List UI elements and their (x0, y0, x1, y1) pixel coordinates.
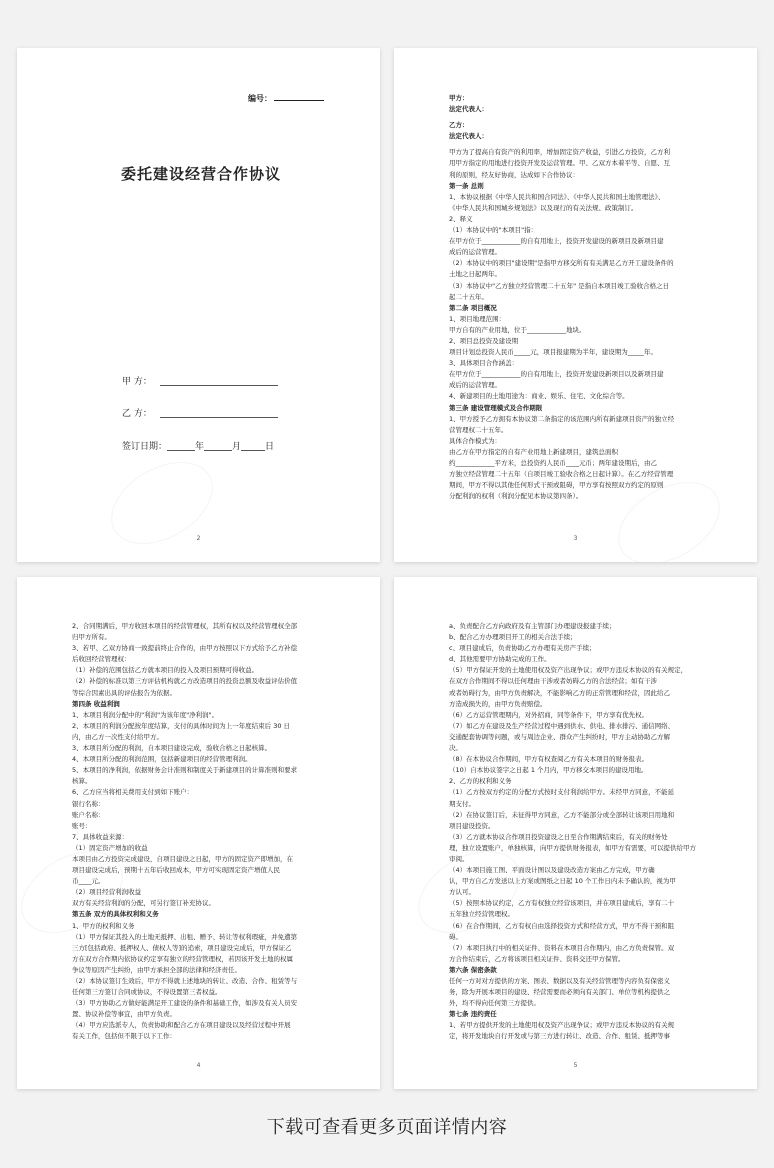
text-line: 碍。 (449, 932, 462, 941)
text-line: （5）甲方保证开发的土地使用权及资产出现争议；或甲方违反本协议的有关规定， (449, 666, 688, 675)
text-line: （2）在协议签订后，未征得甲方同意，乙方不能部分或全部转让该项目用地和 (449, 810, 675, 819)
text-line: （2）补偿的标准以第三方评估机构就乙方改造项目的投资总额及收益评估价值 (72, 677, 298, 686)
party-b-signature (122, 406, 278, 419)
text-line: 用甲方指定的用地进行投资开发及运营管理。甲、乙双方本着平等、自愿、互 (449, 159, 670, 168)
day-blank (241, 450, 265, 451)
section-heading: 第三条 建设管理模式及合作期限 (449, 403, 543, 412)
text-line: 外，均不得向任何第三方提供。 (449, 999, 540, 1008)
party-a-blank (160, 385, 278, 386)
text-line: 期间，甲方不得以其他任何形式干预或阻碍，甲方享有按照双方约定的原则 (449, 481, 664, 490)
text-line: 审阅。 (449, 854, 469, 863)
text-line: 方造成损失的，由甲方负责赔偿。 (449, 699, 547, 708)
text-line: 2、乙方的权利和义务 (449, 777, 512, 786)
section-heading: 法定代表人： (449, 132, 488, 141)
section-heading: 甲方： (449, 94, 469, 102)
text-line: 1、若甲方提供开发的土地使用权及资产出现争议；或甲方违反本协议的有关规 (449, 1021, 675, 1030)
page-cover (17, 48, 380, 562)
text-line: 成后的运营管理。 (449, 381, 501, 390)
text-line: （2）项目经营利润收益 (72, 888, 142, 897)
serial-blank (274, 100, 324, 101)
text-line: 2、释义 (449, 214, 473, 223)
text-line: （4）甲方应选派专人，负责协助和配合乙方在项目建设以及经营过程中开展 (72, 1021, 291, 1030)
text-line: 理，独立设置账户，单独核算，向甲方提供财务报表，如甲方有需要，可以提供给甲方 (449, 843, 696, 852)
text-line: （1）本协议中的"本项目"指： (449, 226, 538, 235)
page-4 (17, 577, 380, 1089)
section-heading: 第一条 总则 (449, 181, 484, 190)
section-heading: 第五条 双方的具体权利和义务 (72, 910, 159, 919)
text-line: 期支付。 (449, 799, 475, 808)
text-line: 任何第三方签订合同或协议，不得设置第三者权益。 (72, 988, 222, 997)
text-line: 在甲方位于____________的自有用地上，投资开发建设新项目以及新项目建 (449, 370, 664, 379)
text-line: 起二十五年。 (449, 292, 488, 301)
text-line: （1）固定资产增加的收益 (72, 843, 148, 852)
text-line: 在甲方位于____________的自有用地上，投资开发建设的新项目及新项目建 (449, 237, 664, 246)
text-line: 定，将开发地块自行开发或与第三方进行转让、改造、合作、租赁、抵押等事 (449, 1032, 670, 1041)
text-line: 等综合因素出具的评估报告为依据。 (72, 688, 176, 697)
party-a-label: 甲 方： (122, 377, 152, 387)
text-line: 营管理权二十五年。 (449, 425, 508, 434)
text-line: （4）本项目施工图、平面设计图以及建设改造方案由乙方完成，甲方确 (449, 866, 655, 875)
party-a-signature (122, 374, 278, 387)
sign-date-label: 签订日期： (122, 442, 168, 452)
text-line: 决。 (449, 744, 462, 753)
text-line: （1）补偿的范围包括乙方就本项目的投入及项目预期可得收益。 (72, 666, 259, 675)
text-line: 币____元。 (72, 877, 105, 886)
day-label: 日 (265, 442, 275, 452)
text-line: 方认可。 (449, 888, 475, 897)
text-line: 2、项目总投资及建设期 (449, 336, 519, 345)
text-line: 《中华人民共和国城乡规划法》以及现行的有关法规、政策制订。 (449, 203, 638, 212)
text-line: 1、项目地理范围： (449, 314, 506, 323)
text-line: 交通配套协调等问题，或与周边企业、群众产生纠纷时，甲方主动协助乙方解 (449, 732, 670, 741)
text-line: 5、本项目的净利润，依据财务会计准则和制度关于新建项目的计算准则和要求 (72, 766, 298, 775)
text-line: （3）乙方就本协议合作项目投资建设之日至合作期满结束后，有关的财务处 (449, 832, 668, 841)
text-line: （6）乙方运营管理期内，对外招商，同等条件下，甲方享有优先权。 (449, 710, 649, 719)
text-line: 任何一方对对方提供的方案、图表、数据以及有关经营管理等内容负有保密义 (449, 977, 670, 985)
section-heading: 第二条 项目概况 (449, 303, 497, 312)
section-heading: 第六条 保密条款 (449, 965, 497, 974)
text-line: 内，由乙方一次性支付给甲方。 (72, 732, 163, 741)
text-line: （6）在合作期间，乙方有权自由选择投资方式和经营方式，甲方不得干预和阻 (449, 921, 675, 930)
text-line: 方在双方合作期内依协议约定享有独立的经营管理权，若因该开发土地的权属 (72, 954, 293, 963)
text-line: 3、具体项目合作涵盖： (449, 359, 519, 368)
text-line: 2、合同期满后，甲方收回本项目的经营管理权，其所有权以及经营管理权全部 (72, 622, 298, 630)
text-line: （10）自本协议签字之日起 1 个月内，甲方移交本项目的建设用地。 (449, 766, 648, 775)
text-line: b、配合乙方办理项目开工的相关合法手续； (449, 633, 577, 642)
document-title: 委托建设经营合作协议 (121, 165, 282, 183)
text-line: （8）在本协议合作期间，甲方有权查阅乙方有关本项目的财务报表。 (449, 755, 649, 764)
text-line: 核算。 (72, 777, 92, 786)
text-line: 认，甲方自乙方发送以上方案或图纸之日起 10 个工作日内未予确认的，视为甲 (449, 877, 676, 886)
text-line: （3）甲方协助乙方做好能满足开工建设的条件和基础工作，如涉及有关人员安 (72, 999, 298, 1008)
text-line: 有关工作，包括但不限于以下工作： (72, 1032, 176, 1041)
page-3 (394, 48, 757, 562)
text-line: （1）乙方按双方约定的分配方式按时支付利润给甲方。未经甲方同意，不能延 (449, 788, 675, 797)
text-line: 或者妨碍行为，由甲方负责解决，不能影响乙方的正常管理和经营，因此给乙 (449, 688, 670, 697)
text-line: 账户名称： (72, 810, 105, 819)
text-line: （7）如乙方在建设及生产经营过程中遇到供水、供电、排水排污、通信网络、 (449, 721, 675, 730)
party-b-blank (160, 417, 278, 418)
text-line: 由乙方在甲方指定的自有产业用地上新建项目，建筑总面积 (449, 447, 618, 456)
section-heading: 法定代表人： (449, 105, 488, 114)
page-number: 5 (573, 1062, 578, 1069)
text-line: （2）本协议中的项目"建设期"是指甲方移交所有有关满足乙方开工建设条件的 (449, 259, 674, 268)
text-line: 三方[包括政府、抵押权人、债权人等]的追索，项目建设完成后，甲方保证乙 (72, 943, 292, 952)
watermark-stamp (97, 445, 227, 561)
text-line: 五年独立经营管理权。 (449, 910, 514, 919)
section-heading: 第四条 收益利润 (72, 699, 120, 708)
text-line: 务，除为开展本项目的建设、经营需要而必须向有关部门、单位等机构提供之 (449, 988, 670, 997)
download-caption: 下载可查看更多页面详情内容 (266, 1117, 508, 1138)
month-label: 月 (232, 442, 242, 452)
text-line: 2、本项目的利润分配按年度结算，支付的具体时间为上一年度结束后 30 日 (72, 721, 291, 730)
text-line: 方合作结束后，乙方将该项目相关证件、资料交还甲方保管。 (449, 954, 625, 963)
text-line: 土地之日起两年。 (449, 270, 501, 279)
text-line: 成后的运营管理。 (449, 248, 501, 257)
text-line: 利的原则，经友好协商，达成如下合作协议： (449, 170, 579, 179)
text-line: （1）甲方保证其投入的土地无抵押、出租、赠予、转让等权利瑕疵，并免遭第 (72, 932, 298, 941)
text-line: 6、乙方应当将相关费用支付到如下账户： (72, 788, 194, 797)
page-number: 2 (196, 535, 201, 542)
section-heading: 乙方： (449, 121, 469, 130)
text-line: d、其他需要甲方协助完成的工作。 (449, 655, 551, 664)
text-line: 后收回经营管理权： (72, 655, 131, 664)
text-line: 约____________平方米，总投资约人民币____元币；两年建设期后，由乙 (449, 459, 657, 467)
year-label: 年 (195, 442, 205, 452)
text-line: 1、本协议根据《中华人民共和国合同法》、《中华人民共和国土地管理法》、 (449, 192, 665, 201)
text-line: 项目计划总投资人民币_____元，项目报建期为半年，建设期为_____年。 (449, 348, 657, 357)
text-line: 方独立经营管理二十五年（自项目竣工验收合格之日起计算）。在乙方经营管理 (449, 470, 674, 479)
text-line: 具体合作模式为： (449, 436, 501, 445)
page-number: 3 (573, 535, 578, 542)
text-line: 3、若甲、乙双方协商一致提前终止合作的，由甲方按照以下方式给予乙方补偿 (72, 644, 298, 653)
text-line: 1、本项目利润分配中的"利润"为该年度"净利润"。 (72, 710, 219, 719)
text-line: 归甲方所有。 (72, 633, 111, 642)
text-line: 银行名称： (72, 799, 105, 808)
page-5 (394, 577, 757, 1089)
text-line: 4、本项目所分配的利润范围，包括新建项目的经营管理利润。 (72, 755, 252, 764)
serial-number-field (248, 93, 324, 104)
text-line: a、负责配合乙方向政府及有主管部门办理建设报建手续； (449, 622, 616, 630)
text-line: 置、协议补偿等事宜，由甲方负责。 (72, 1010, 176, 1019)
text-line: c、项目建成后，负责协助乙方办理有关房产手续； (449, 644, 596, 653)
page-4-body (72, 621, 336, 1043)
section-heading: 第七条 违约责任 (449, 1010, 497, 1019)
text-line: （3）本协议中"乙方独立经营管理二十五年" 是指自本项目竣工验收合格之日 (449, 281, 670, 290)
text-line: 双方有关经营利润的分配，可另行签订补充协议。 (72, 899, 215, 908)
serial-label: 编号： (248, 94, 272, 103)
text-line: 4、新建项目的土地用途为：商业、娱乐、住宅、文化综合等。 (449, 392, 629, 401)
sign-date (122, 439, 274, 452)
text-line: 在双方合作期间不得以任何理由干涉或者妨碍乙方的合法经营；如有干涉 (449, 677, 657, 686)
text-line: 分配利润的权利（利润分配见本协议第四条）。 (449, 492, 583, 501)
page-5-body (449, 621, 713, 1043)
text-line: 本项目由乙方投资完成建设，自项目建设之日起，甲方的固定资产即增加，在 (72, 854, 293, 863)
party-b-label: 乙 方： (122, 409, 152, 419)
text-line: 3、本项目所分配的利润，自本项目建设完成，验收合格之日起核算。 (72, 744, 272, 753)
text-line: 甲方自有的产业用地，位于____________地块。 (449, 325, 586, 334)
text-line: 项目建设投资。 (449, 821, 495, 830)
text-line: 1、甲方的权利和义务 (72, 921, 135, 930)
text-line: 甲方为了提高自有资产的利用率，增加固定资产收益，引进乙方投资，乙方利 (449, 148, 670, 157)
text-line: 7、具体收益来源： (72, 832, 129, 841)
text-line: （5）按照本协议约定，乙方有权独立经营该项目，并在项目建成后，享有二十 (449, 899, 675, 908)
year-blank (167, 450, 195, 451)
month-blank (204, 450, 232, 451)
page-3-body (449, 93, 713, 502)
text-line: （2）本协议签订生效后，甲方不得就上述地块的转让、改造、合作、租赁等与 (72, 977, 298, 985)
text-line: 争议等原因产生纠纷，由甲方承担全部的法律和经济责任。 (72, 965, 241, 974)
text-line: 账号： (72, 821, 92, 830)
page-number: 4 (196, 1062, 201, 1069)
text-line: （7）本项目执行中的相关证件、资料在本项目合作期内，由乙方负责保管。双 (449, 943, 675, 952)
text-line: 项目建设完成后，预期十五年后收回成本，甲方可实现固定资产增值人民 (72, 866, 280, 875)
text-line: 1、甲方授予乙方拥有本协议第二条指定的该范围内所有新建项目资产的独立经 (449, 414, 675, 423)
